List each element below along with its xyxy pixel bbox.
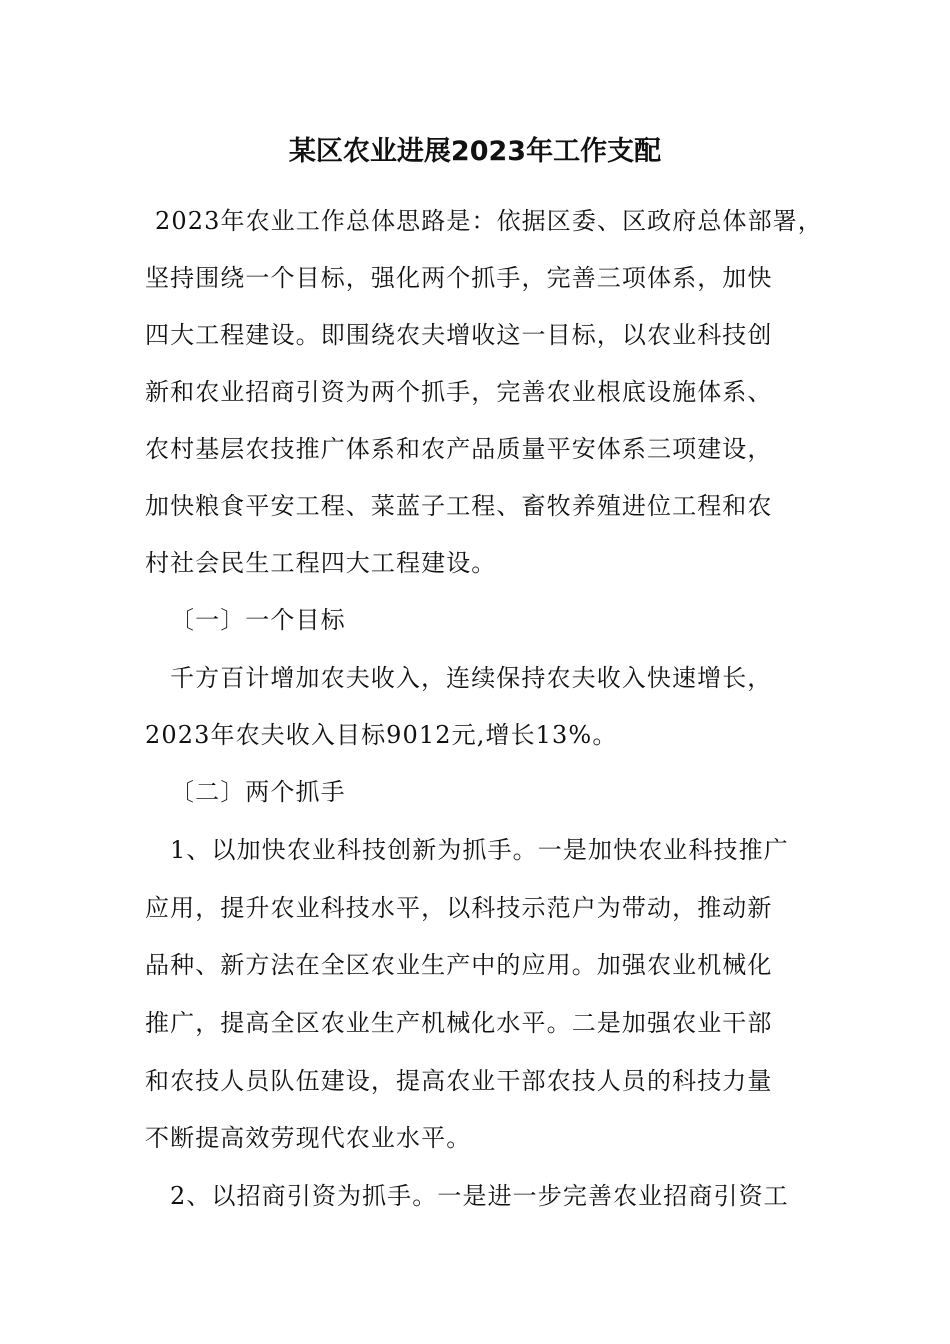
paragraph-line: 推广，提高全区农业生产机械化水平。二是加强农业干部 bbox=[145, 1009, 773, 1037]
paragraph-line: 1、以加快农业科技创新为抓手。一是加快农业科技推广 bbox=[170, 836, 789, 864]
paragraph-line: 新和农业招商引资为两个抓手，完善农业根底设施体系、 bbox=[145, 378, 773, 406]
paragraph-line: 千方百计增加农夫收入，连续保持农夫收入快速增长， bbox=[170, 664, 773, 692]
section-heading: 〔二〕两个抓手 bbox=[170, 778, 346, 806]
paragraph-line: 应用，提升农业科技水平，以科技示范户为带动，推动新 bbox=[145, 894, 773, 922]
document-title: 某区农业进展2023年工作支配 bbox=[288, 136, 662, 167]
paragraph-line: 2023年农夫收入目标9012元,增长13%。 bbox=[145, 721, 618, 749]
paragraph-line: 2023年农业工作总体思路是：依据区委、区政府总体部署， bbox=[155, 207, 823, 235]
paragraph-line: 坚持围绕一个目标，强化两个抓手，完善三项体系，加快 bbox=[145, 264, 773, 292]
paragraph-line: 加快粮食平安工程、菜蓝子工程、畜牧养殖进位工程和农 bbox=[145, 492, 773, 520]
paragraph-line: 四大工程建设。即围绕农夫增收这一目标，以农业科技创 bbox=[145, 321, 773, 349]
paragraph-line: 2、以招商引资为抓手。一是进一步完善农业招商引资工 bbox=[170, 1182, 789, 1210]
paragraph-line: 和农技人员队伍建设，提高农业干部农技人员的科技力量 bbox=[145, 1067, 773, 1095]
paragraph-line: 村社会民生工程四大工程建设。 bbox=[145, 549, 497, 577]
section-heading: 〔一〕一个目标 bbox=[170, 606, 346, 634]
paragraph-line: 品种、新方法在全区农业生产中的应用。加强农业机械化 bbox=[145, 951, 773, 979]
paragraph-line: 不断提高效劳现代农业水平。 bbox=[145, 1124, 472, 1152]
paragraph-line: 农村基层农技推广体系和农产品质量平安体系三项建设， bbox=[145, 435, 773, 463]
